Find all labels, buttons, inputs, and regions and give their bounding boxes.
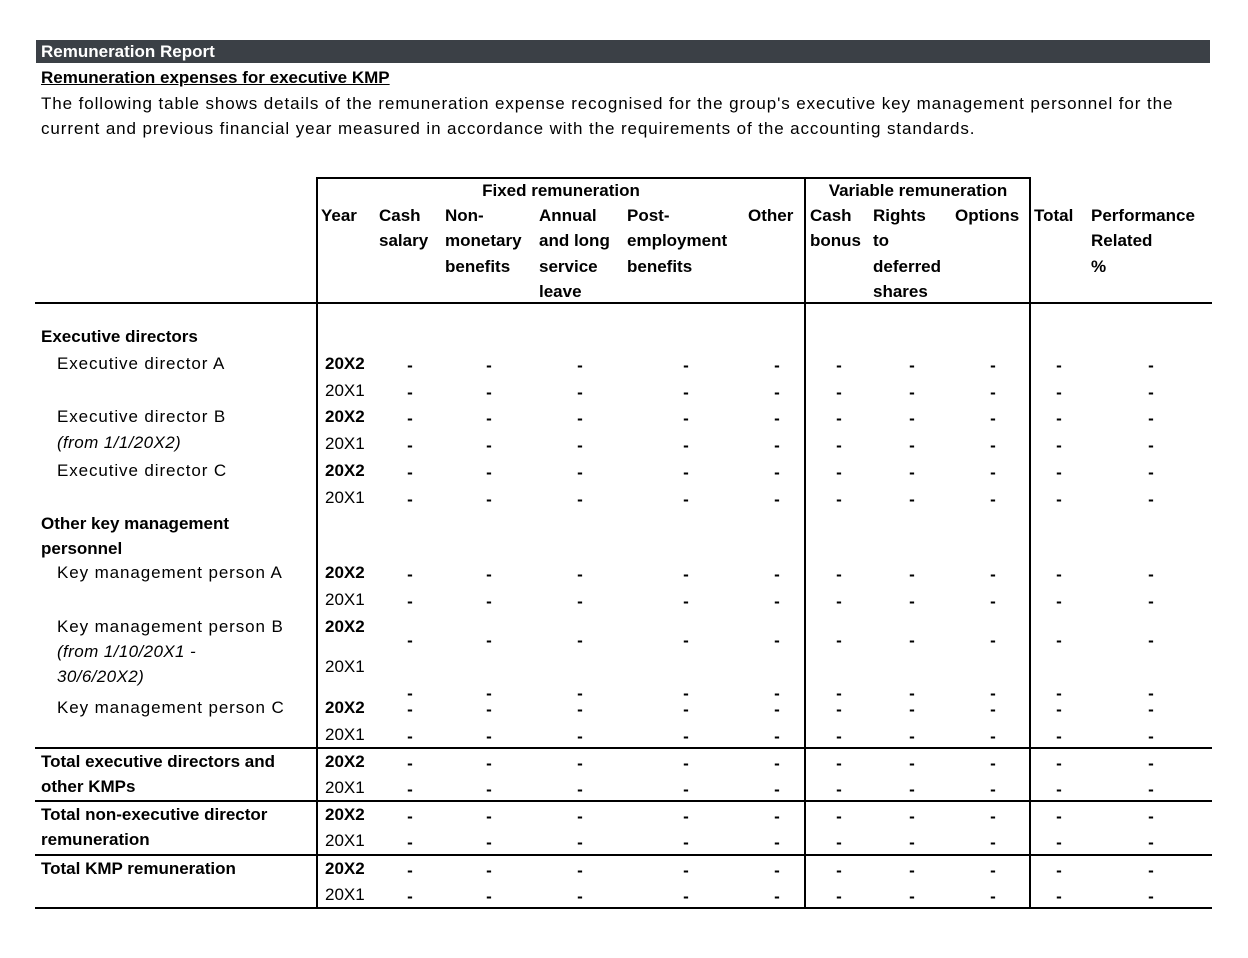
year-cell: 20X2: [325, 563, 365, 582]
value-cell: -: [990, 383, 996, 402]
value-cell: -: [990, 436, 996, 455]
value-cell: -: [1148, 490, 1154, 509]
value-cell: -: [577, 463, 583, 482]
value-cell: -: [774, 631, 780, 650]
value-cell: -: [990, 490, 996, 509]
column-header-rights: shares: [873, 281, 928, 301]
value-cell: -: [1056, 436, 1062, 455]
value-cell: -: [774, 754, 780, 773]
column-header-total: Total: [1034, 206, 1074, 225]
value-cell: -: [1148, 684, 1154, 703]
value-cell: -: [577, 887, 583, 906]
row-note: (from 1/10/20X1 -: [57, 642, 197, 661]
value-cell: -: [577, 565, 583, 584]
value-cell: -: [486, 565, 492, 584]
value-cell: -: [836, 684, 842, 703]
total-label: Total executive directors and: [41, 752, 275, 771]
value-cell: -: [836, 565, 842, 584]
value-cell: -: [1056, 780, 1062, 799]
year-cell: 20X2: [325, 805, 365, 824]
row-label: Key management person B: [57, 617, 284, 636]
value-cell: -: [486, 409, 492, 428]
value-cell: -: [407, 409, 413, 428]
value-cell: -: [407, 463, 413, 482]
section-other-kmp: Other key management: [41, 514, 230, 533]
total-label: Total KMP remuneration: [41, 859, 236, 878]
value-cell: -: [486, 463, 492, 482]
value-cell: -: [774, 436, 780, 455]
column-header-non_monetary: Non-: [445, 206, 484, 225]
value-cell: -: [774, 490, 780, 509]
value-cell: -: [990, 356, 996, 375]
value-cell: -: [774, 727, 780, 746]
value-cell: -: [836, 356, 842, 375]
value-cell: -: [909, 684, 915, 703]
section-other-kmp: personnel: [41, 539, 123, 558]
value-cell: -: [577, 356, 583, 375]
fixed-remuneration-header: Fixed remuneration: [482, 181, 640, 200]
value-cell: -: [1148, 887, 1154, 906]
row-label: Executive director B: [57, 407, 227, 426]
value-cell: -: [407, 631, 413, 650]
column-header-performance: %: [1091, 256, 1107, 276]
year-cell: 20X1: [325, 381, 365, 400]
variable-remuneration-header: Variable remuneration: [828, 181, 1008, 200]
report-subtitle: Remuneration expenses for executive KMP: [41, 68, 390, 87]
value-cell: -: [407, 383, 413, 402]
total-label: remuneration: [41, 830, 150, 849]
value-cell: -: [577, 780, 583, 799]
value-cell: -: [407, 700, 413, 719]
value-cell: -: [774, 861, 780, 880]
column-header-cash_bonus: Cash: [810, 206, 852, 225]
column-header-annual_leave: service: [539, 256, 598, 276]
value-cell: -: [909, 780, 915, 799]
value-cell: -: [909, 807, 915, 826]
value-cell: -: [774, 833, 780, 852]
value-cell: -: [683, 409, 689, 428]
value-cell: -: [407, 565, 413, 584]
value-cell: -: [909, 700, 915, 719]
year-cell: 20X1: [325, 885, 365, 904]
year-cell: 20X1: [325, 778, 365, 797]
column-header-cash_salary: salary: [379, 231, 429, 251]
total-label: Total non-executive director: [41, 805, 268, 824]
value-cell: -: [836, 592, 842, 611]
value-cell: -: [836, 631, 842, 650]
value-cell: -: [683, 565, 689, 584]
value-cell: -: [407, 861, 413, 880]
value-cell: -: [774, 565, 780, 584]
value-cell: -: [1148, 565, 1154, 584]
value-cell: -: [990, 631, 996, 650]
row-label: Key management person A: [57, 563, 283, 582]
column-header-cash_salary: Cash: [379, 206, 421, 225]
value-cell: -: [909, 463, 915, 482]
value-cell: -: [486, 727, 492, 746]
value-cell: -: [836, 409, 842, 428]
column-header-annual_leave: leave: [539, 281, 582, 301]
value-cell: -: [577, 631, 583, 650]
column-header-performance: Related: [1091, 231, 1153, 251]
year-cell: 20X1: [325, 590, 365, 609]
value-cell: -: [909, 754, 915, 773]
value-cell: -: [486, 490, 492, 509]
value-cell: -: [407, 356, 413, 375]
value-cell: -: [1148, 409, 1154, 428]
value-cell: -: [407, 833, 413, 852]
value-cell: -: [1056, 592, 1062, 611]
value-cell: -: [577, 833, 583, 852]
value-cell: -: [486, 383, 492, 402]
column-header-rights: to: [873, 231, 890, 251]
value-cell: -: [1056, 861, 1062, 880]
column-header-other: Other: [748, 206, 794, 225]
value-cell: -: [774, 383, 780, 402]
value-cell: -: [577, 490, 583, 509]
column-header-non_monetary: benefits: [445, 256, 511, 276]
value-cell: -: [1148, 754, 1154, 773]
value-cell: -: [683, 490, 689, 509]
column-header-rights: deferred: [873, 256, 942, 276]
value-cell: -: [1148, 727, 1154, 746]
value-cell: -: [1148, 436, 1154, 455]
value-cell: -: [1148, 463, 1154, 482]
year-cell: 20X2: [325, 698, 365, 717]
row-label: Executive director A: [57, 354, 226, 373]
year-cell: 20X1: [325, 657, 365, 676]
value-cell: -: [1056, 409, 1062, 428]
year-cell: 20X2: [325, 617, 365, 636]
value-cell: -: [909, 631, 915, 650]
value-cell: -: [909, 861, 915, 880]
value-cell: -: [990, 409, 996, 428]
value-cell: -: [1056, 684, 1062, 703]
year-cell: 20X1: [325, 831, 365, 850]
value-cell: -: [990, 833, 996, 852]
value-cell: -: [407, 807, 413, 826]
value-cell: -: [683, 436, 689, 455]
value-cell: -: [990, 861, 996, 880]
value-cell: -: [577, 684, 583, 703]
value-cell: -: [909, 887, 915, 906]
table-bottom-border: [35, 907, 1212, 909]
value-cell: -: [836, 780, 842, 799]
value-cell: -: [836, 436, 842, 455]
value-cell: -: [990, 592, 996, 611]
value-cell: -: [1056, 463, 1062, 482]
column-header-performance: Performance: [1091, 206, 1195, 225]
value-cell: -: [486, 592, 492, 611]
value-cell: -: [683, 356, 689, 375]
value-cell: -: [1056, 631, 1062, 650]
value-cell: -: [486, 807, 492, 826]
value-cell: -: [990, 780, 996, 799]
value-cell: -: [990, 565, 996, 584]
row-label: Executive director C: [57, 461, 228, 480]
value-cell: -: [774, 592, 780, 611]
value-cell: -: [407, 592, 413, 611]
value-cell: -: [683, 780, 689, 799]
value-cell: -: [836, 754, 842, 773]
value-cell: -: [577, 754, 583, 773]
value-cell: -: [577, 436, 583, 455]
value-cell: -: [909, 409, 915, 428]
value-cell: -: [1056, 490, 1062, 509]
column-header-post_employment: Post-: [627, 206, 670, 225]
value-cell: -: [909, 727, 915, 746]
value-cell: -: [486, 833, 492, 852]
value-cell: -: [990, 700, 996, 719]
value-cell: -: [836, 463, 842, 482]
value-cell: -: [1148, 631, 1154, 650]
value-cell: -: [1148, 780, 1154, 799]
row-label: Key management person C: [57, 698, 285, 717]
value-cell: -: [683, 727, 689, 746]
report-intro: The following table shows details of the remuneration expense recognised for the group's executive key management personnel for the current and previous financial year measured in accordance with the requirements of the accounting standards.: [41, 94, 1174, 138]
value-cell: -: [1148, 356, 1154, 375]
column-header-annual_leave: and long: [539, 231, 610, 251]
value-cell: -: [909, 383, 915, 402]
value-cell: -: [990, 887, 996, 906]
row-note: (from 1/1/20X2): [57, 433, 182, 452]
value-cell: -: [774, 409, 780, 428]
value-cell: -: [1056, 356, 1062, 375]
value-cell: -: [407, 887, 413, 906]
value-cell: -: [836, 861, 842, 880]
value-cell: -: [909, 833, 915, 852]
value-cell: -: [577, 861, 583, 880]
value-cell: -: [1056, 565, 1062, 584]
value-cell: -: [836, 490, 842, 509]
value-cell: -: [909, 490, 915, 509]
totals-divider-2: [35, 800, 1212, 802]
column-header-cash_bonus: bonus: [810, 231, 861, 251]
value-cell: -: [486, 780, 492, 799]
year-cell: 20X2: [325, 354, 365, 373]
value-cell: -: [577, 383, 583, 402]
value-cell: -: [486, 356, 492, 375]
value-cell: -: [990, 727, 996, 746]
value-cell: -: [486, 436, 492, 455]
column-header-post_employment: benefits: [627, 256, 693, 276]
value-cell: -: [1148, 700, 1154, 719]
value-cell: -: [683, 684, 689, 703]
value-cell: -: [683, 887, 689, 906]
column-header-options: Options: [955, 206, 1020, 225]
year-cell: 20X1: [325, 488, 365, 507]
value-cell: -: [486, 754, 492, 773]
column-header-post_employment: employment: [627, 231, 728, 251]
year-cell: 20X2: [325, 859, 365, 878]
value-cell: -: [1056, 383, 1062, 402]
value-cell: -: [774, 684, 780, 703]
value-cell: -: [990, 807, 996, 826]
value-cell: -: [774, 700, 780, 719]
value-cell: -: [1148, 383, 1154, 402]
totals-divider-1: [35, 747, 1212, 749]
year-cell: 20X1: [325, 434, 365, 453]
value-cell: -: [1148, 592, 1154, 611]
value-cell: -: [577, 727, 583, 746]
year-cell: 20X2: [325, 407, 365, 426]
value-cell: -: [407, 754, 413, 773]
value-cell: -: [774, 807, 780, 826]
value-cell: -: [909, 436, 915, 455]
value-cell: -: [990, 754, 996, 773]
value-cell: -: [486, 887, 492, 906]
totals-divider-3: [35, 854, 1212, 856]
value-cell: -: [909, 592, 915, 611]
report-banner: Remuneration Report: [36, 40, 1210, 63]
value-cell: -: [683, 807, 689, 826]
value-cell: -: [1056, 887, 1062, 906]
column-header-year: Year: [321, 206, 357, 225]
value-cell: -: [774, 887, 780, 906]
value-cell: -: [836, 887, 842, 906]
total-label: other KMPs: [41, 777, 136, 796]
value-cell: -: [407, 727, 413, 746]
value-cell: -: [1056, 727, 1062, 746]
value-cell: -: [407, 490, 413, 509]
value-cell: -: [577, 592, 583, 611]
value-cell: -: [774, 780, 780, 799]
value-cell: -: [683, 463, 689, 482]
value-cell: -: [486, 684, 492, 703]
value-cell: -: [774, 356, 780, 375]
value-cell: -: [990, 684, 996, 703]
value-cell: -: [990, 463, 996, 482]
column-header-non_monetary: monetary: [445, 231, 522, 251]
value-cell: -: [683, 861, 689, 880]
value-cell: -: [683, 592, 689, 611]
value-cell: -: [1056, 754, 1062, 773]
value-cell: -: [836, 833, 842, 852]
value-cell: -: [836, 383, 842, 402]
value-cell: -: [836, 727, 842, 746]
value-cell: -: [486, 700, 492, 719]
value-cell: -: [683, 383, 689, 402]
value-cell: -: [1056, 833, 1062, 852]
value-cell: -: [577, 700, 583, 719]
year-cell: 20X1: [325, 725, 365, 744]
value-cell: -: [774, 463, 780, 482]
column-header-rights: Rights: [873, 206, 926, 225]
value-cell: -: [683, 631, 689, 650]
value-cell: -: [836, 700, 842, 719]
year-cell: 20X2: [325, 752, 365, 771]
value-cell: -: [486, 861, 492, 880]
value-cell: -: [407, 684, 413, 703]
value-cell: -: [407, 780, 413, 799]
value-cell: -: [577, 807, 583, 826]
section-executive-directors: Executive directors: [41, 327, 198, 346]
value-cell: -: [683, 700, 689, 719]
row-note: 30/6/20X2): [57, 667, 145, 686]
value-cell: -: [836, 807, 842, 826]
year-cell: 20X2: [325, 461, 365, 480]
header-bottom-border: [35, 302, 1212, 304]
value-cell: -: [1148, 861, 1154, 880]
value-cell: -: [909, 565, 915, 584]
value-cell: -: [486, 631, 492, 650]
value-cell: -: [909, 356, 915, 375]
value-cell: -: [1148, 807, 1154, 826]
value-cell: -: [577, 409, 583, 428]
value-cell: -: [1148, 833, 1154, 852]
value-cell: -: [1056, 807, 1062, 826]
value-cell: -: [683, 833, 689, 852]
column-header-annual_leave: Annual: [539, 206, 597, 225]
value-cell: -: [407, 436, 413, 455]
value-cell: -: [683, 754, 689, 773]
value-cell: -: [1056, 700, 1062, 719]
